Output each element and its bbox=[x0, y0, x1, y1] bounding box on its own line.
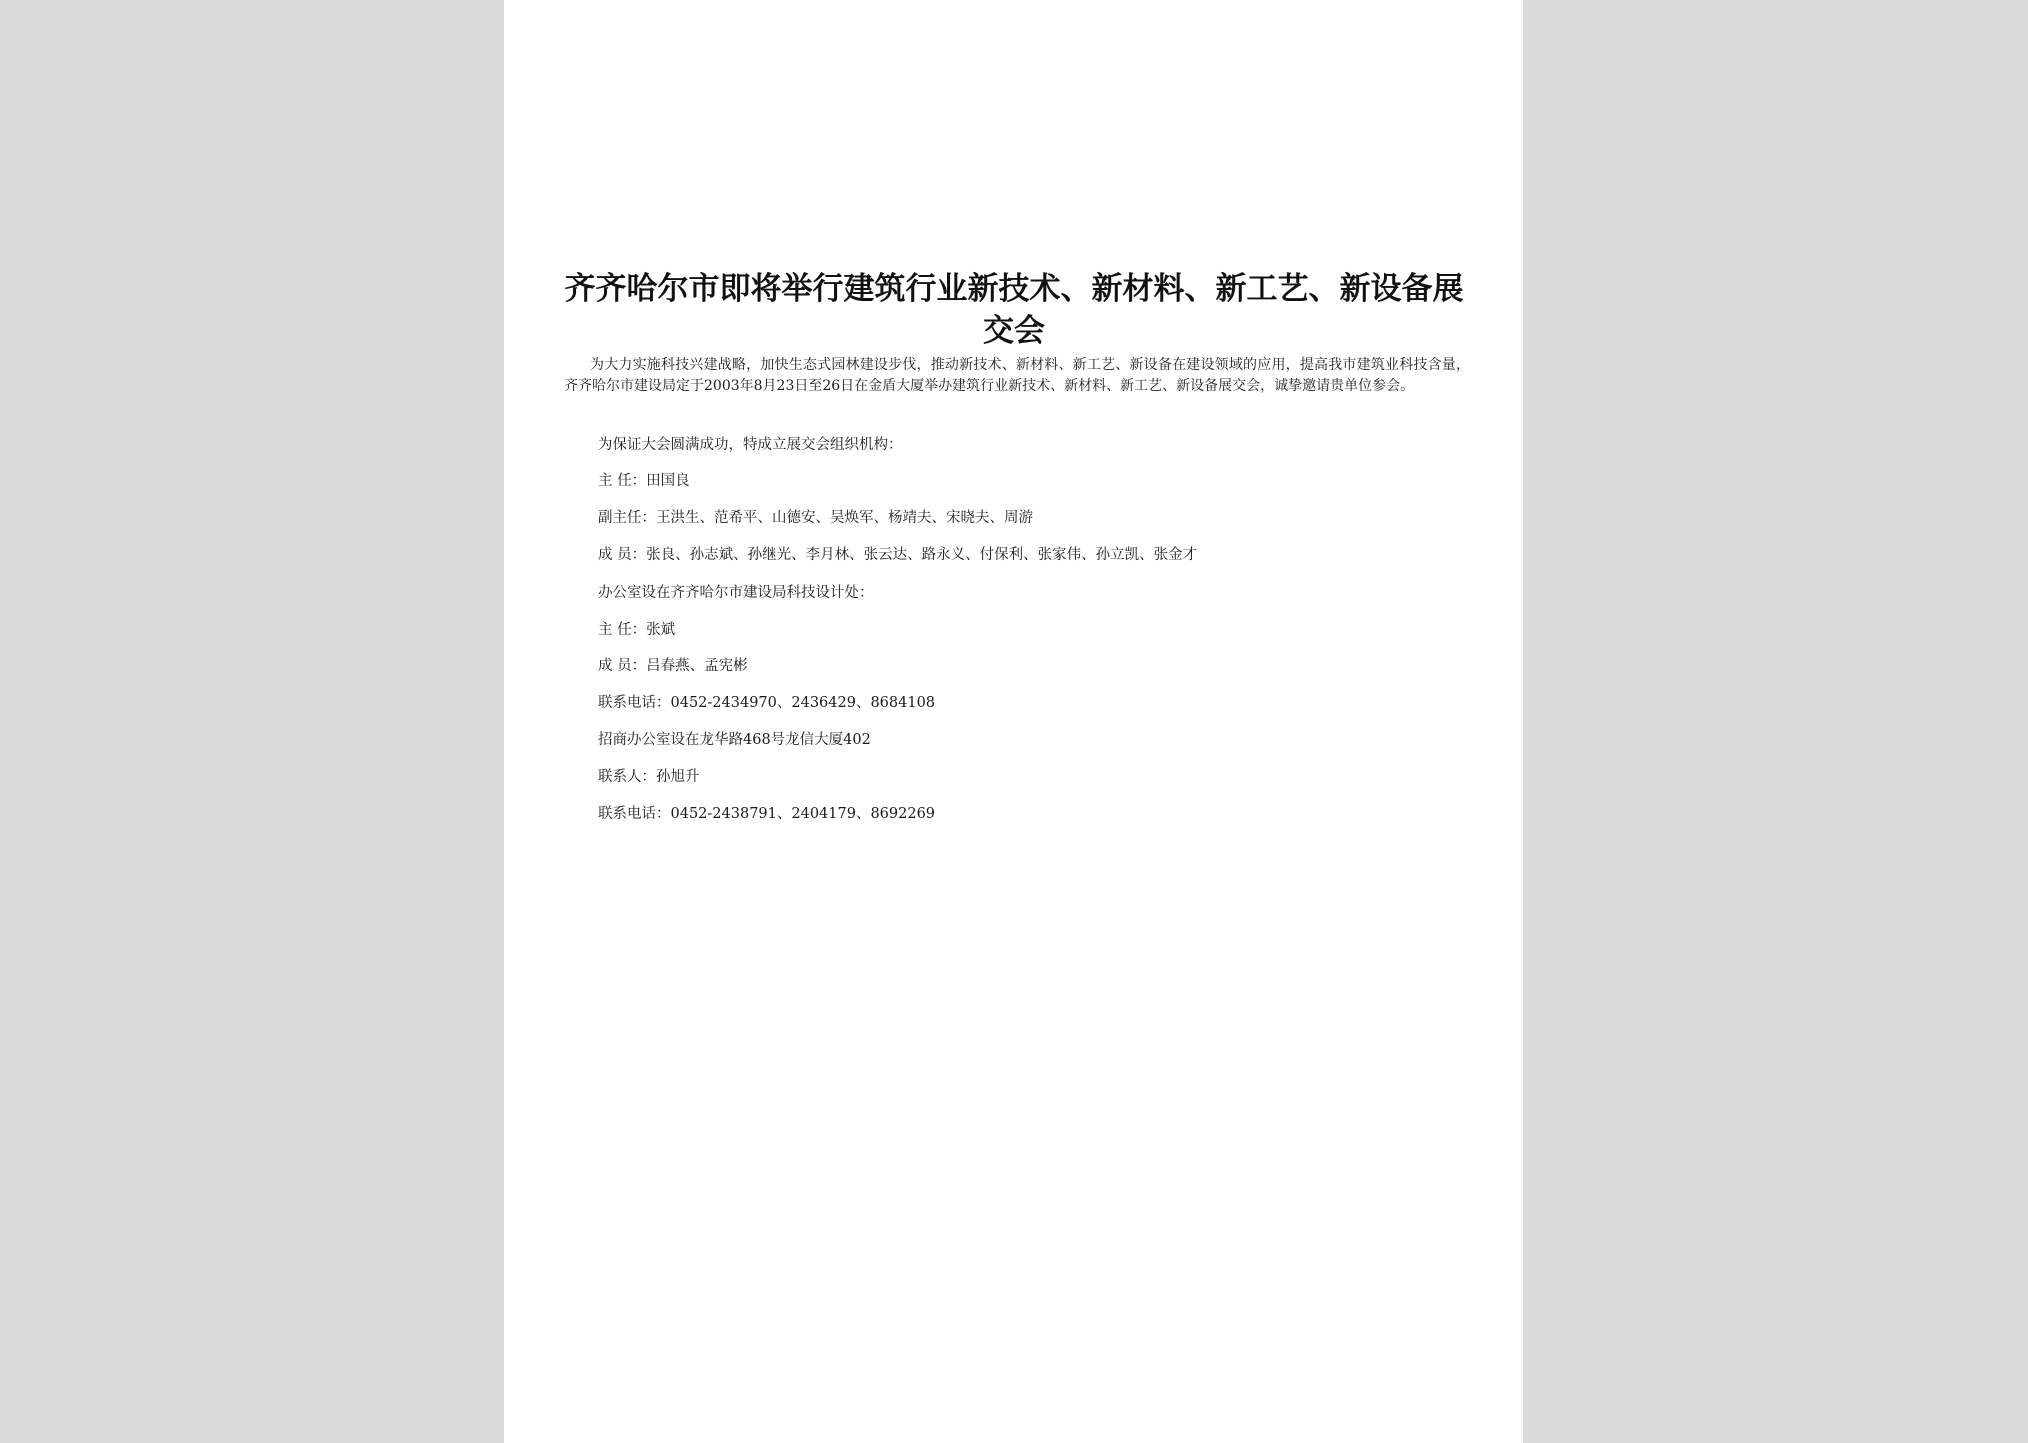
organization-intro: 为保证大会圆满成功，特成立展交会组织机构： bbox=[598, 437, 903, 453]
document-title: 齐齐哈尔市即将举行建筑行业新技术、新材料、新工艺、新设备展交会 bbox=[564, 271, 1464, 349]
vice-directors-line: 副主任：王洪生、范希平、山德安、吴焕军、杨靖夫、宋晓夫、周游 bbox=[598, 510, 1033, 526]
investment-office-line: 招商办公室设在龙华路468号龙信大厦402 bbox=[598, 732, 871, 748]
intro-paragraph: 为大力实施科技兴建战略，加快生态式园林建设步伐，推动新技术、新材料、新工艺、新设备在建设领域的应用，提高我市建筑业科技含量，齐齐哈尔市建设局定于2003年8月23日至26日在金盾大厦举办建筑行业新技术、新材料、新工艺、新设备展交会，诚挚邀请贵单位参会。 bbox=[564, 357, 1470, 394]
contact-person-line: 联系人：孙旭升 bbox=[598, 769, 700, 785]
director-line: 主 任：田国良 bbox=[598, 473, 690, 489]
contact-phone-line: 联系电话：0452-2438791、2404179、8692269 bbox=[598, 806, 936, 822]
office-location-line: 办公室设在齐齐哈尔市建设局科技设计处： bbox=[598, 585, 874, 601]
document-page bbox=[504, 0, 1523, 1443]
members-line: 成 员：张良、孙志斌、孙继光、李月林、张云达、路永义、付保利、张家伟、孙立凯、张金才 bbox=[598, 547, 1198, 563]
office-members-line: 成 员：吕春燕、孟宪彬 bbox=[598, 658, 748, 674]
office-director-line: 主 任：张斌 bbox=[598, 622, 676, 638]
office-phone-line: 联系电话：0452-2434970、2436429、8684108 bbox=[598, 695, 936, 711]
